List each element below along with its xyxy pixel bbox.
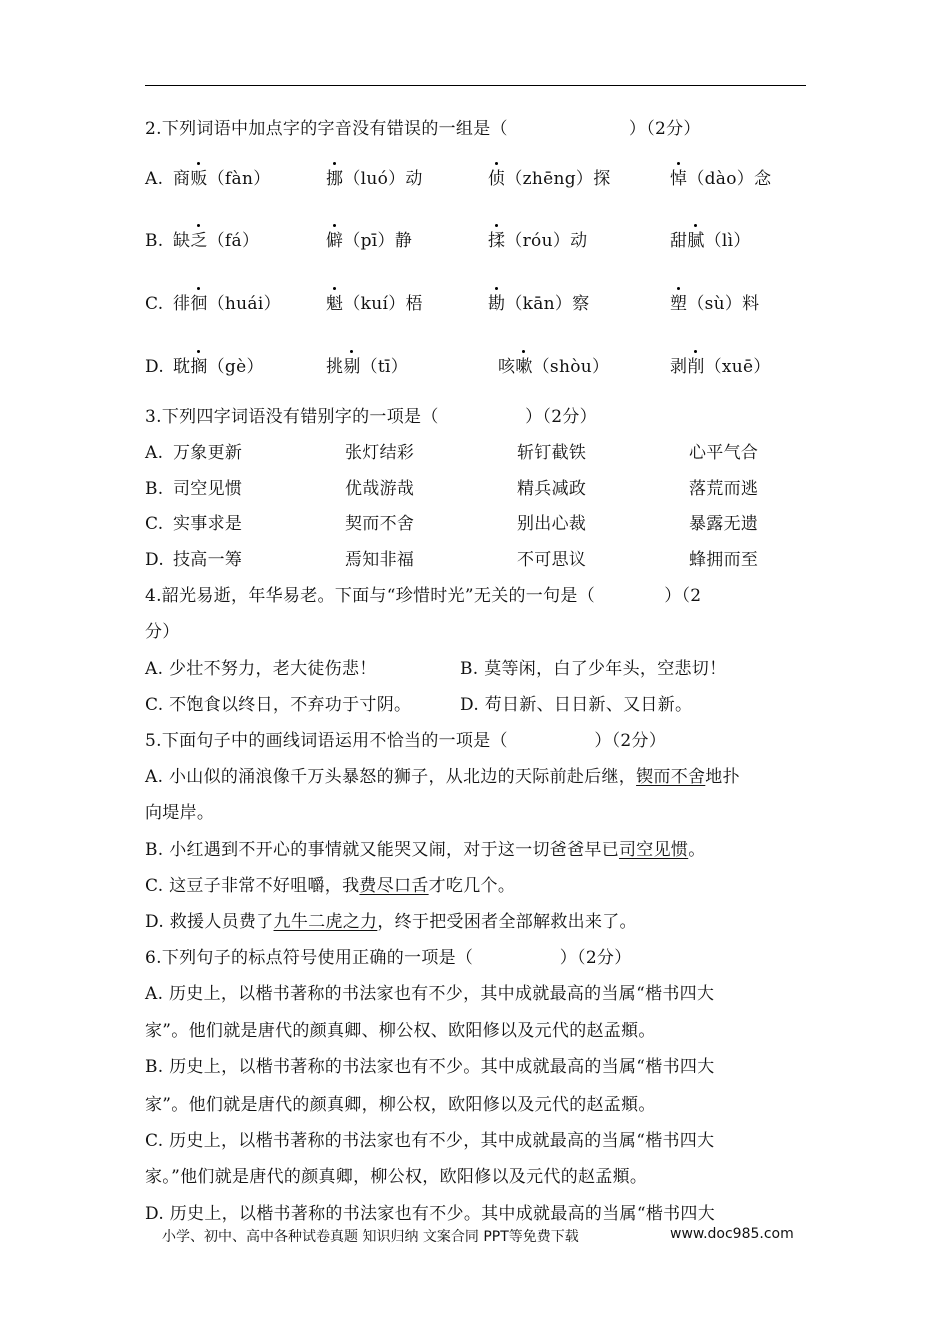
pinyin-item: 勘（kān）察 <box>488 294 590 314</box>
pinyin-item: 甜腻（lì） <box>670 231 751 251</box>
footer-text: 小学、初中、高中各种试卷真题 知识归纳 文案合同 PPT等免费下载 <box>162 1229 579 1245</box>
q3-stem: 3.下列四字词语没有错别字的一项是（ ）（2分） <box>145 407 597 427</box>
idiom-item: 技高一筹 <box>173 550 243 570</box>
idiom-item: 焉知非福 <box>345 550 415 570</box>
q6-option-c-cont: 家。”他们就是唐代的颜真卿，柳公权，欧阳修以及元代的赵孟頫。 <box>145 1167 648 1187</box>
pinyin-item: 揉（róu）动 <box>488 231 588 251</box>
pinyin-item: 缺乏（fá） <box>173 231 260 251</box>
option-label: D. <box>145 550 165 570</box>
q4-stem-line1: 4.韶光易逝，年华易老。下面与“珍惜时光”无关的一句是（ ）（2 <box>145 586 702 606</box>
idiom-item: 蜂拥而至 <box>689 550 759 570</box>
underlined-phrase: 司空见惯 <box>619 840 689 860</box>
q4-option-a: A. 少壮不努力，老大徒伤悲！ <box>145 659 377 679</box>
idiom-item: 不可思议 <box>517 550 587 570</box>
underlined-phrase: 费尽口舌 <box>359 876 429 896</box>
q6-option-b: B. 历史上，以楷书著称的书法家也有不少。其中成就最高的当属“楷书四大 <box>145 1057 715 1077</box>
option-label: B. <box>145 479 164 499</box>
option-label: A. <box>145 443 164 463</box>
q4-option-b: B. 莫等闲，白了少年头，空悲切！ <box>460 659 727 679</box>
pinyin-item: 僻（pī）静 <box>326 231 413 251</box>
q6-option-c: C. 历史上，以楷书著称的书法家也有不少，其中成就最高的当属“楷书四大 <box>145 1131 715 1151</box>
pinyin-item: 耽搁（gè） <box>173 357 264 377</box>
idiom-item: 万象更新 <box>173 443 243 463</box>
q5-stem: 5.下面句子中的画线词语运用不恰当的一项是（ ）（2分） <box>145 731 667 751</box>
q4-option-c: C. 不饱食以终日，不弃功于寸阴。 <box>145 695 412 715</box>
q4-option-d: D. 苟日新、日日新、又日新。 <box>460 695 693 715</box>
pinyin-item: 商贩（fàn） <box>173 169 271 189</box>
q5-option-b: B. 小红遇到不开心的事情就又能哭又闹，对于这一切爸爸早已司空见惯。 <box>145 840 706 860</box>
underlined-phrase: 九牛二虎之力 <box>273 912 378 932</box>
option-label: C. <box>145 514 164 534</box>
q2-stem: 2.下列词语中加点字的字音没有错误的一组是（ ）（2分） <box>145 119 701 139</box>
pinyin-item: 塑（sù）料 <box>670 294 760 314</box>
pinyin-item: 悼（dào）念 <box>670 169 772 189</box>
option-label: A. <box>145 169 164 189</box>
idiom-item: 契而不舍 <box>345 514 415 534</box>
idiom-item: 心平气合 <box>689 443 759 463</box>
q5-option-c: C. 这豆子非常不好咀嚼，我费尽口舌才吃几个。 <box>145 876 516 896</box>
option-label: C. <box>145 294 164 314</box>
idiom-item: 实事求是 <box>173 514 243 534</box>
idiom-item: 暴露无遗 <box>689 514 759 534</box>
q6-stem: 6.下列句子的标点符号使用正确的一项是（ ）（2分） <box>145 948 632 968</box>
pinyin-item: 挪（luó）动 <box>326 169 423 189</box>
q6-option-b-cont: 家”。他们就是唐代的颜真卿，柳公权，欧阳修以及元代的赵孟頫。 <box>145 1095 656 1115</box>
pinyin-item: 侦（zhēng）探 <box>488 169 611 189</box>
q6-option-a-cont: 家”。他们就是唐代的颜真卿、柳公权、欧阳修以及元代的赵孟頫。 <box>145 1021 656 1041</box>
underlined-phrase: 锲而不舍 <box>636 767 706 787</box>
q6-option-d: D. 历史上，以楷书著称的书法家也有不少。其中成就最高的当属“楷书四大 <box>145 1204 716 1224</box>
pinyin-item: 徘徊（huái） <box>173 294 281 314</box>
option-label: B. <box>145 231 164 251</box>
q4-stem-line2: 分） <box>145 622 180 642</box>
idiom-item: 司空见惯 <box>173 479 243 499</box>
q5-option-a-cont: 向堤岸。 <box>145 803 215 823</box>
pinyin-item: 剥削（xuē） <box>670 357 771 377</box>
pinyin-item: 魁（kuí）梧 <box>326 294 423 314</box>
option-label: D. <box>145 357 165 377</box>
footer-url[interactable]: www.doc985.com <box>670 1226 794 1242</box>
idiom-item: 优哉游哉 <box>345 479 415 499</box>
q5-option-a: A. 小山似的涌浪像千万头暴怒的狮子，从北边的天际前赴后继，锲而不舍地扑 <box>145 767 740 787</box>
pinyin-item: 咳嗽（shòu） <box>498 357 610 377</box>
q5-option-d: D. 救援人员费了九牛二虎之力，终于把受困者全部解救出来了。 <box>145 912 637 932</box>
idiom-item: 精兵减政 <box>517 479 587 499</box>
idiom-item: 斩钉截铁 <box>517 443 587 463</box>
pinyin-item: 挑剔（tī） <box>326 357 409 377</box>
idiom-item: 张灯结彩 <box>345 443 415 463</box>
header-rule <box>145 85 806 86</box>
q6-option-a: A. 历史上，以楷书著称的书法家也有不少，其中成就最高的当属“楷书四大 <box>145 984 715 1004</box>
idiom-item: 落荒而逃 <box>689 479 759 499</box>
idiom-item: 别出心裁 <box>517 514 587 534</box>
